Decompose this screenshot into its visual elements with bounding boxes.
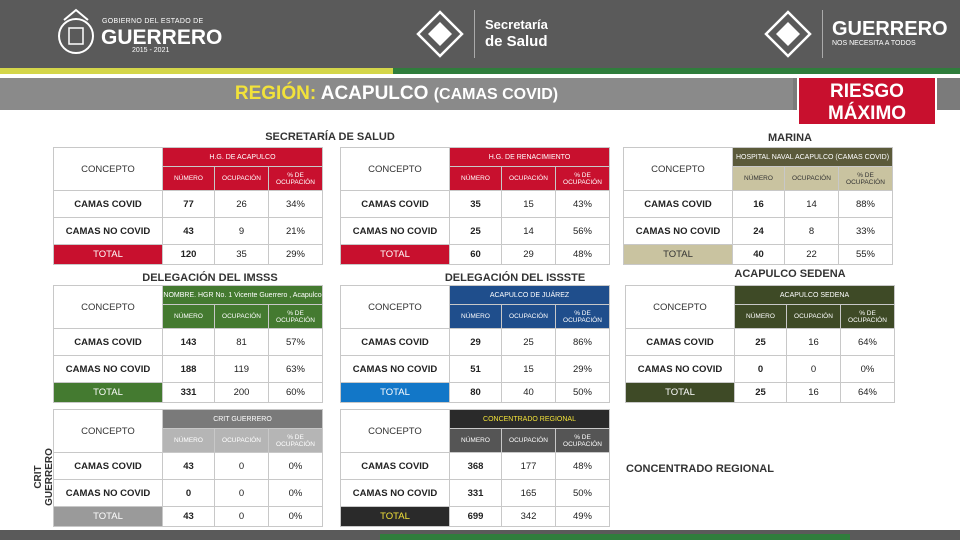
gov-title: GUERRERO <box>101 26 223 49</box>
pct-header: % DE OCUPACIÓN <box>839 167 893 191</box>
numero-header: NÚMERO <box>163 305 215 329</box>
total-label: TOTAL <box>54 245 163 265</box>
total-ocupacion: 200 <box>215 383 269 403</box>
divider <box>822 10 823 58</box>
table-sedena <box>625 285 895 403</box>
total-ocupacion: 342 <box>502 507 556 527</box>
pct-header: % DE OCUPACIÓN <box>269 305 323 329</box>
covid-numero: 143 <box>163 329 215 356</box>
covid-pct: 0% <box>269 453 323 480</box>
covid-numero: 35 <box>450 191 502 218</box>
crit-side-label <box>34 436 54 516</box>
guerrero-emblem-icon <box>762 8 814 65</box>
ocupacion-header: OCUPACIÓN <box>215 429 269 453</box>
nocovid-pct: 63% <box>269 356 323 383</box>
region-label: REGIÓN: <box>234 83 317 104</box>
covid-numero: 43 <box>163 453 215 480</box>
concepto-header: CONCEPTO <box>624 148 733 191</box>
nocovid-pct: 21% <box>269 218 323 245</box>
total-label: TOTAL <box>626 383 735 403</box>
ocupacion-header: OCUPACIÓN <box>502 429 556 453</box>
concepto-header: CONCEPTO <box>341 410 450 453</box>
section-sedena: ACAPULCO SEDENA <box>734 268 846 280</box>
covid-ocupacion: 26 <box>215 191 269 218</box>
nocovid-numero: 188 <box>163 356 215 383</box>
covid-pct: 64% <box>841 329 895 356</box>
covid-numero: 77 <box>163 191 215 218</box>
concepto-header: CONCEPTO <box>54 148 163 191</box>
header-bar <box>0 0 960 68</box>
gov-years: 2015 - 2021 <box>132 47 170 54</box>
covid-numero: 25 <box>735 329 787 356</box>
total-numero: 25 <box>735 383 787 403</box>
total-numero: 60 <box>450 245 502 265</box>
total-pct: 48% <box>556 245 610 265</box>
ocupacion-header: OCUPACIÓN <box>215 305 269 329</box>
covid-pct: 86% <box>556 329 610 356</box>
total-label: TOTAL <box>54 507 163 527</box>
nocovid-pct: 0% <box>269 480 323 507</box>
camas-no-covid-label: CAMAS NO COVID <box>626 356 735 383</box>
table-marina <box>623 147 893 265</box>
covid-pct: 88% <box>839 191 893 218</box>
camas-covid-label: CAMAS COVID <box>54 191 163 218</box>
nocovid-numero: 0 <box>163 480 215 507</box>
numero-header: NÚMERO <box>163 429 215 453</box>
total-ocupacion: 22 <box>785 245 839 265</box>
risk-line2: MÁXIMO <box>827 103 907 124</box>
nocovid-numero: 51 <box>450 356 502 383</box>
nocovid-numero: 43 <box>163 218 215 245</box>
total-numero: 43 <box>163 507 215 527</box>
region-sub: (CAMAS COVID) <box>433 86 559 103</box>
salud-logo-icon <box>414 8 466 65</box>
total-label: TOTAL <box>341 383 450 403</box>
camas-no-covid-label: CAMAS NO COVID <box>341 480 450 507</box>
nocovid-pct: 33% <box>839 218 893 245</box>
total-pct: 29% <box>269 245 323 265</box>
color-stripe <box>0 68 960 74</box>
table-hg-acapulco <box>53 147 323 265</box>
total-numero: 120 <box>163 245 215 265</box>
nocovid-ocupacion: 9 <box>215 218 269 245</box>
covid-numero: 29 <box>450 329 502 356</box>
table-hg-renacimiento <box>340 147 610 265</box>
covid-pct: 34% <box>269 191 323 218</box>
salud-line1: Secretaría <box>485 17 548 32</box>
ocupacion-header: OCUPACIÓN <box>502 167 556 191</box>
numero-header: NÚMERO <box>450 429 502 453</box>
nocovid-numero: 0 <box>735 356 787 383</box>
covid-ocupacion: 16 <box>787 329 841 356</box>
nocovid-ocupacion: 14 <box>502 218 556 245</box>
total-pct: 64% <box>841 383 895 403</box>
camas-no-covid-label: CAMAS NO COVID <box>341 218 450 245</box>
footer-bar <box>0 530 960 540</box>
nocovid-pct: 50% <box>556 480 610 507</box>
total-pct: 50% <box>556 383 610 403</box>
nocovid-ocupacion: 165 <box>502 480 556 507</box>
salud-line2: de Salud <box>485 33 548 50</box>
total-ocupacion: 35 <box>215 245 269 265</box>
covid-ocupacion: 15 <box>502 191 556 218</box>
pct-header: % DE OCUPACIÓN <box>269 429 323 453</box>
covid-pct: 57% <box>269 329 323 356</box>
table-title: H.G. DE RENACIMIENTO <box>450 148 610 167</box>
total-ocupacion: 0 <box>215 507 269 527</box>
gov-label: GOBIERNO DEL ESTADO DE <box>102 18 204 25</box>
camas-covid-label: CAMAS COVID <box>624 191 733 218</box>
total-numero: 699 <box>450 507 502 527</box>
nocovid-pct: 56% <box>556 218 610 245</box>
ocupacion-header: OCUPACIÓN <box>502 305 556 329</box>
guerrero-slogan: NOS NECESITA A TODOS <box>832 40 916 47</box>
nocovid-ocupacion: 0 <box>215 480 269 507</box>
risk-line1: RIESGO <box>830 81 904 102</box>
covid-ocupacion: 0 <box>215 453 269 480</box>
total-label: TOTAL <box>54 383 163 403</box>
table-crit <box>53 409 323 527</box>
section-imss: DELEGACIÓN DEL IMSSS <box>142 272 278 284</box>
covid-numero: 368 <box>450 453 502 480</box>
concepto-header: CONCEPTO <box>54 410 163 453</box>
region-title <box>0 78 793 110</box>
pct-header: % DE OCUPACIÓN <box>841 305 895 329</box>
camas-covid-label: CAMAS COVID <box>341 191 450 218</box>
table-title: CRIT GUERRERO <box>163 410 323 429</box>
nocovid-numero: 24 <box>733 218 785 245</box>
total-numero: 331 <box>163 383 215 403</box>
table-imss <box>53 285 323 403</box>
table-title: NOMBRE. HGR No. 1 Vicente Guerrero , Acapulco <box>163 286 323 305</box>
camas-no-covid-label: CAMAS NO COVID <box>54 480 163 507</box>
total-label: TOTAL <box>341 507 450 527</box>
total-ocupacion: 29 <box>502 245 556 265</box>
covid-ocupacion: 14 <box>785 191 839 218</box>
covid-pct: 48% <box>556 453 610 480</box>
pct-header: % DE OCUPACIÓN <box>556 167 610 191</box>
table-title: CONCENTRADO REGIONAL <box>450 410 610 429</box>
table-title: H.G. DE ACAPULCO <box>163 148 323 167</box>
section-ssa: SECRETARÍA DE SALUD <box>265 131 395 143</box>
camas-no-covid-label: CAMAS NO COVID <box>624 218 733 245</box>
nocovid-ocupacion: 0 <box>787 356 841 383</box>
section-marina: MARINA <box>768 132 812 144</box>
total-label: TOTAL <box>624 245 733 265</box>
total-pct: 60% <box>269 383 323 403</box>
risk-badge <box>797 76 937 126</box>
crit-label: CRIT GUERRERO <box>33 448 55 506</box>
total-pct: 49% <box>556 507 610 527</box>
table-concentrado <box>340 409 610 527</box>
total-label: TOTAL <box>341 245 450 265</box>
region-name: ACAPULCO <box>320 83 429 104</box>
total-numero: 80 <box>450 383 502 403</box>
covid-ocupacion: 81 <box>215 329 269 356</box>
total-pct: 0% <box>269 507 323 527</box>
concepto-header: CONCEPTO <box>54 286 163 329</box>
table-title: ACAPULCO SEDENA <box>735 286 895 305</box>
numero-header: NÚMERO <box>735 305 787 329</box>
covid-pct: 43% <box>556 191 610 218</box>
table-issste <box>340 285 610 403</box>
total-numero: 40 <box>733 245 785 265</box>
nocovid-numero: 25 <box>450 218 502 245</box>
numero-header: NÚMERO <box>450 305 502 329</box>
camas-covid-label: CAMAS COVID <box>54 329 163 356</box>
nocovid-numero: 331 <box>450 480 502 507</box>
numero-header: NÚMERO <box>163 167 215 191</box>
guerrero-seal-icon <box>56 6 96 67</box>
divider <box>474 10 475 58</box>
camas-no-covid-label: CAMAS NO COVID <box>54 218 163 245</box>
camas-covid-label: CAMAS COVID <box>341 453 450 480</box>
nocovid-pct: 0% <box>841 356 895 383</box>
concepto-header: CONCEPTO <box>626 286 735 329</box>
ocupacion-header: OCUPACIÓN <box>785 167 839 191</box>
total-pct: 55% <box>839 245 893 265</box>
numero-header: NÚMERO <box>450 167 502 191</box>
nocovid-ocupacion: 15 <box>502 356 556 383</box>
table-title: HOSPITAL NAVAL ACAPULCO (CAMAS COVID) <box>733 148 893 167</box>
covid-numero: 16 <box>733 191 785 218</box>
pct-header: % DE OCUPACIÓN <box>269 167 323 191</box>
table-title: ACAPULCO DE JUÁREZ <box>450 286 610 305</box>
camas-covid-label: CAMAS COVID <box>341 329 450 356</box>
section-concentrado-label: CONCENTRADO REGIONAL <box>626 463 774 475</box>
concepto-header: CONCEPTO <box>341 148 450 191</box>
guerrero-title: GUERRERO <box>832 18 948 40</box>
ocupacion-header: OCUPACIÓN <box>215 167 269 191</box>
camas-no-covid-label: CAMAS NO COVID <box>54 356 163 383</box>
nocovid-pct: 29% <box>556 356 610 383</box>
ocupacion-header: OCUPACIÓN <box>787 305 841 329</box>
pct-header: % DE OCUPACIÓN <box>556 429 610 453</box>
nocovid-ocupacion: 8 <box>785 218 839 245</box>
covid-ocupacion: 177 <box>502 453 556 480</box>
covid-ocupacion: 25 <box>502 329 556 356</box>
section-issste: DELEGACIÓN DEL ISSSTE <box>444 272 586 284</box>
pct-header: % DE OCUPACIÓN <box>556 305 610 329</box>
concepto-header: CONCEPTO <box>341 286 450 329</box>
camas-covid-label: CAMAS COVID <box>626 329 735 356</box>
total-ocupacion: 40 <box>502 383 556 403</box>
total-ocupacion: 16 <box>787 383 841 403</box>
camas-no-covid-label: CAMAS NO COVID <box>341 356 450 383</box>
numero-header: NÚMERO <box>733 167 785 191</box>
nocovid-ocupacion: 119 <box>215 356 269 383</box>
camas-covid-label: CAMAS COVID <box>54 453 163 480</box>
